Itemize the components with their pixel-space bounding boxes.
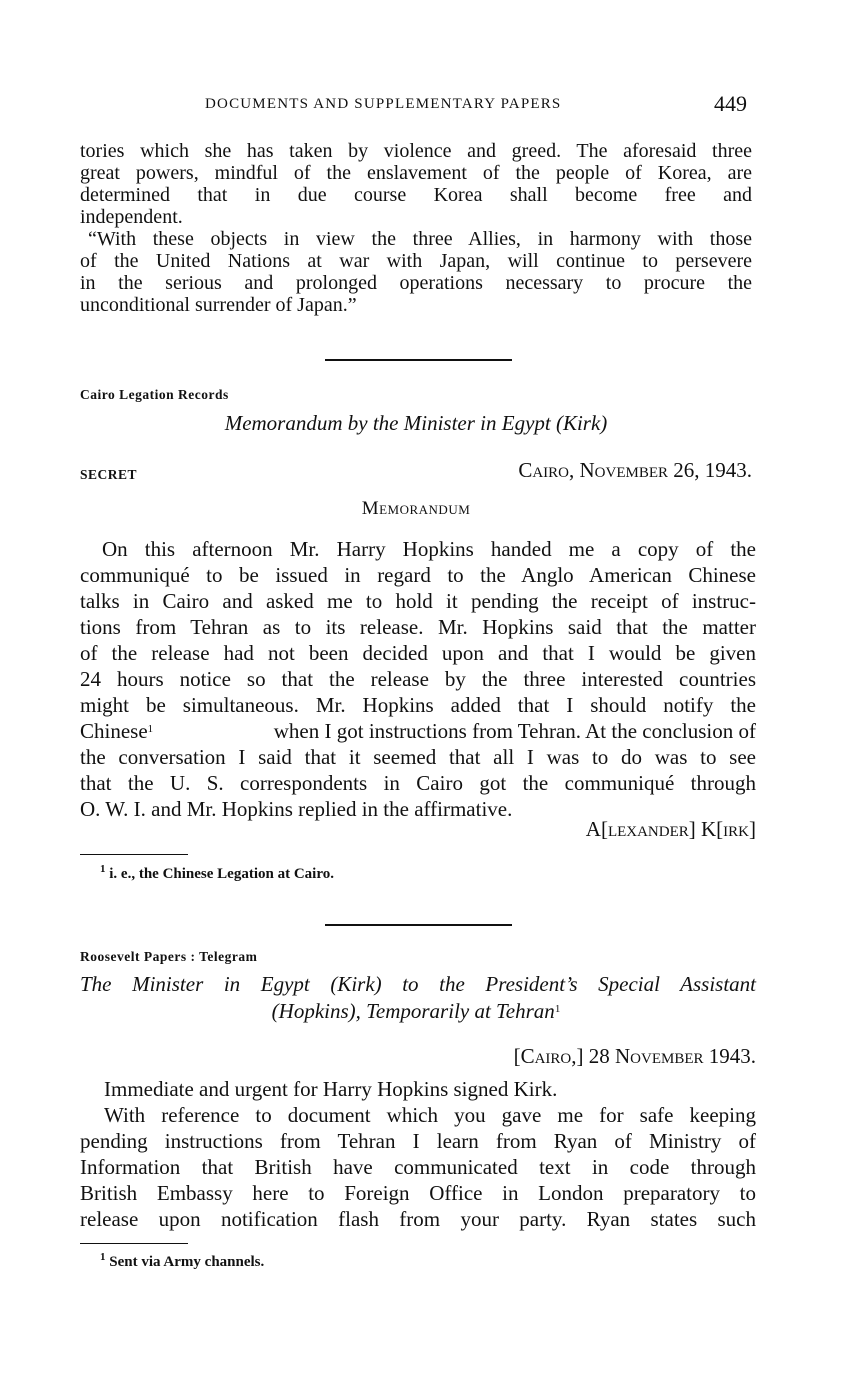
footnote (100, 863, 334, 883)
section-separator (325, 924, 512, 926)
text-line: With reference to document which you gave me for safe keeping (104, 1103, 756, 1127)
classification-label: SECRET (80, 467, 138, 482)
footnote-reference: 1 (147, 723, 154, 735)
dateline: Cairo, November 26, 1943. (518, 458, 752, 482)
text-line: might be simultaneous. Mr. Hopkins added that I should notify the (80, 693, 756, 717)
document-title-line: The Minister in Egypt (Kirk) to the President’s Special Assistant (80, 972, 756, 996)
text-line: Immediate and urgent for Harry Hopkins signed Kirk. (104, 1077, 558, 1101)
text-line: independent. (80, 206, 183, 228)
text-line: release upon notification flash from your party. Ryan states such (80, 1207, 756, 1231)
text-line: determined that in due course Korea shall become free and (80, 184, 752, 206)
section-heading: Memorandum (361, 498, 471, 519)
text-line: the conversation I said that it seemed that all I was to do was to see (80, 745, 756, 769)
running-head: DOCUMENTS AND SUPPLEMENTARY PAPERS (205, 96, 562, 112)
text-line: talks in Cairo and asked me to hold it pending the receipt of instruc- (80, 589, 756, 613)
text-line: British Embassy here to Foreign Office in London preparatory to (80, 1181, 756, 1205)
text-fragment (80, 718, 153, 744)
page-number: 449 (714, 91, 747, 116)
text-line: tories which she has taken by violence and greed. The aforesaid three (80, 140, 752, 162)
footnote-mark: 1 (100, 863, 106, 875)
text-line: of the release had not been decided upon and that I would be given (80, 641, 756, 665)
text-line: of the United Nations at war with Japan, will continue to persevere (80, 250, 752, 272)
memorandum-body (80, 536, 756, 822)
footnote-reference: 1 (554, 1003, 561, 1015)
footnote-rule (80, 854, 188, 855)
text-line: O. W. I. and Mr. Hopkins replied in the affirmative. (80, 797, 513, 821)
footnote-text: Sent via Army channels. (109, 1254, 265, 1270)
text-fragment: Chinese (80, 719, 148, 743)
document-title-text: (Hopkins), Temporarily at Tehran (271, 999, 555, 1023)
text-line: in the serious and prolonged operations necessary to procure the (80, 272, 752, 294)
text-line: tions from Tehran as to its release. Mr. Hopkins said that the matter (80, 615, 756, 639)
text-line: On this afternoon Mr. Harry Hopkins handed me a copy of the (102, 537, 756, 561)
document-title: Memorandum by the Minister in Egypt (Kirk) (224, 411, 608, 435)
section-separator (325, 359, 512, 361)
dateline: [Cairo,] 28 November 1943. (513, 1044, 756, 1068)
text-line (80, 718, 756, 744)
text-line: Information that British have communicated text in code through (80, 1155, 756, 1179)
source-label: Cairo Legation Records (80, 387, 229, 402)
telegram-body (80, 1076, 756, 1232)
text-line: pending instructions from Tehran I learn from Ryan of Ministry of (80, 1129, 756, 1153)
document-title-line (80, 999, 752, 1024)
text-line: that the U. S. correspondents in Cairo got the communiqué through (80, 771, 756, 795)
source-label: Roosevelt Papers : Telegram (80, 949, 258, 964)
footnote-text: i. e., the Chinese Legation at Cairo. (109, 866, 334, 882)
continuation-text (80, 140, 752, 316)
footnote (100, 1251, 265, 1271)
footnote-rule (80, 1243, 188, 1244)
footnote-mark: 1 (100, 1251, 106, 1263)
text-fragment: when I got instructions from Tehran. At the conclusion of (273, 719, 756, 743)
text-line: communiqué to be issued in regard to the Anglo American Chinese (80, 563, 756, 587)
text-line: “With these objects in view the three Allies, in harmony with those (88, 228, 752, 250)
signature: A[lexander] K[irk] (585, 817, 756, 841)
text-line: great powers, mindful of the enslavement of the people of Korea, are (80, 162, 752, 184)
text-line: 24 hours notice so that the release by the three interested countries (80, 667, 756, 691)
text-line: unconditional surrender of Japan.” (80, 294, 357, 316)
